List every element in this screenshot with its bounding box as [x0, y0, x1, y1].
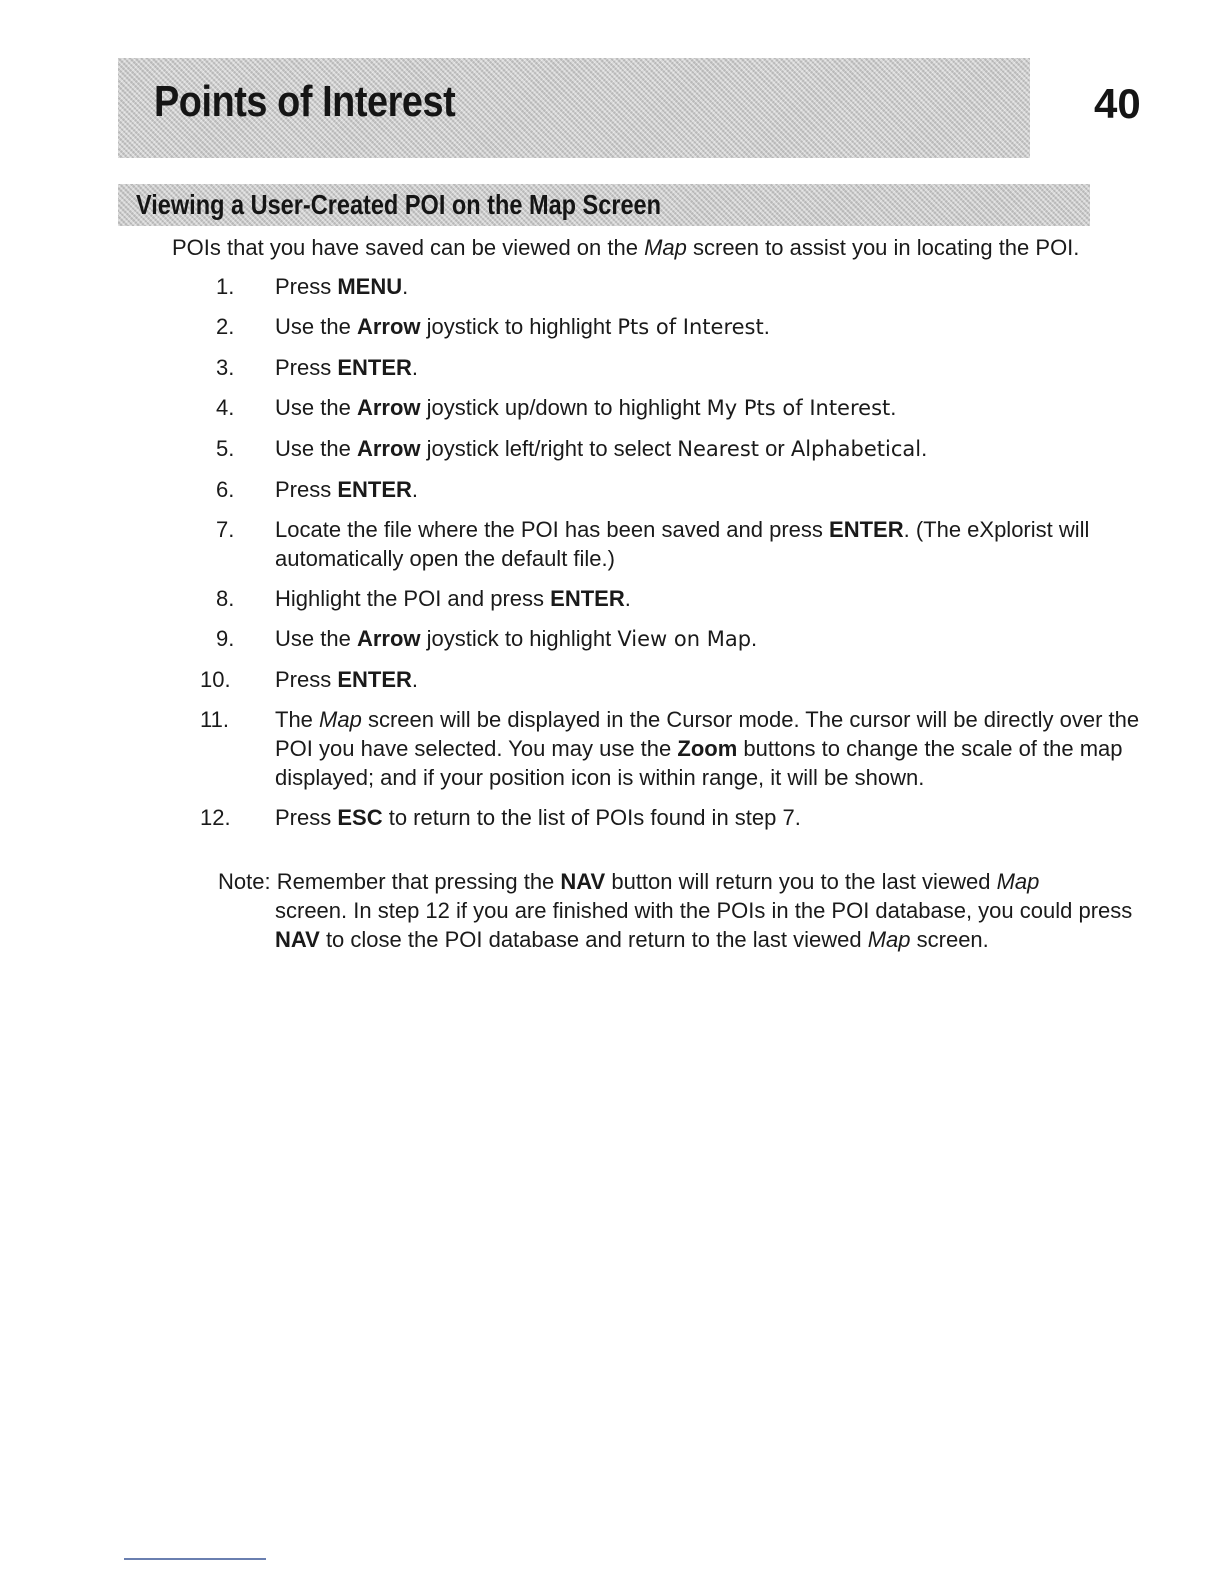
page-title: Points of Interest [154, 77, 456, 126]
step-number: 9. [216, 626, 235, 651]
note-label: Note: [218, 869, 271, 894]
step-number: 8. [216, 586, 235, 611]
intro-paragraph: POIs that you have saved can be viewed on the Map screen to assist you in locating the POI. [172, 235, 1080, 260]
key-term: Arrow [356, 626, 421, 651]
menu-term: Nearest [677, 437, 760, 461]
step-number: 2. [216, 314, 235, 339]
map-term: Map [867, 927, 911, 952]
key-term: ENTER [337, 355, 412, 380]
list-item: 6. Press ENTER. [200, 475, 1170, 504]
key-term: ENTER [337, 667, 412, 692]
key-term: Zoom [677, 736, 738, 761]
step-number: 4. [216, 395, 235, 420]
menu-term: View on Map [617, 627, 752, 651]
note-paragraph: Note: Remember that pressing the NAV button will return you to the last viewed Map screen. In step 12 if you are finished with the POIs in the POI database, you could press NAV to close the POI database and return to the last viewed Map screen. [218, 867, 1158, 954]
list-item: 4. Use the Arrow joystick up/down to highlight My Pts of Interest. [200, 393, 1170, 423]
step-list [200, 272, 1170, 843]
key-term: NAV [275, 927, 320, 952]
list-item: 11. The Map screen will be displayed in the Cursor mode. The cursor will be directly over the POI you have selected. You may use the Zoom buttons to change the scale of the map displayed; and if your position icon is within range, it will be shown. [200, 707, 1140, 790]
key-term: Arrow [356, 314, 421, 339]
step-number: 3. [216, 355, 235, 380]
step-number: 12. [200, 805, 231, 830]
key-term: ENTER [829, 517, 904, 542]
list-item: 7. Locate the file where the POI has been saved and press ENTER. (The eXplorist will automatically open the default file.) [200, 515, 1170, 573]
step-number: 1. [216, 274, 235, 299]
note-continuation: screen. In step 12 if you are finished with the POIs in the POI database, you could press NAV to close the POI database and return to the last viewed Map screen. [275, 898, 1133, 952]
step-number: 5. [216, 436, 235, 461]
menu-term: Pts of Interest [617, 315, 764, 339]
list-item: 12. Press ESC to return to the list of POIs found in step 7. [200, 805, 801, 830]
step-number: 6. [216, 477, 235, 502]
map-term: Map [319, 707, 362, 732]
key-term: Arrow [356, 436, 421, 461]
step-number: 7. [216, 517, 235, 542]
map-term: Map [996, 869, 1040, 894]
menu-term: Alphabetical [790, 437, 922, 461]
page-number: 40 [1094, 80, 1141, 127]
key-term: ENTER [337, 477, 412, 502]
list-item: 8. Highlight the POI and press ENTER. [200, 584, 1170, 613]
list-item: 9. Use the Arrow joystick to highlight View on Map. [200, 624, 1170, 654]
key-term: MENU [337, 274, 403, 299]
step-number: 11. [200, 707, 229, 732]
footer-rule [124, 1558, 266, 1560]
key-term: NAV [560, 869, 606, 894]
list-item: 5. Use the Arrow joystick left/right to select Nearest or Alphabetical. [200, 434, 1170, 464]
list-item: 2. Use the Arrow joystick to highlight Pts of Interest. [200, 312, 1170, 342]
list-item: 10. Press ENTER. [200, 667, 419, 692]
map-term: Map [644, 235, 687, 260]
key-term: ENTER [550, 586, 625, 611]
list-item: 3. Press ENTER. [200, 353, 1170, 382]
menu-term: My Pts of Interest [706, 396, 891, 420]
section-title: Viewing a User-Created POI on the Map Screen [136, 189, 661, 220]
key-term: ESC [337, 805, 383, 830]
key-term: Arrow [356, 395, 421, 420]
step-number: 10. [200, 667, 231, 692]
list-item: 1. Press MENU. [200, 272, 1170, 301]
